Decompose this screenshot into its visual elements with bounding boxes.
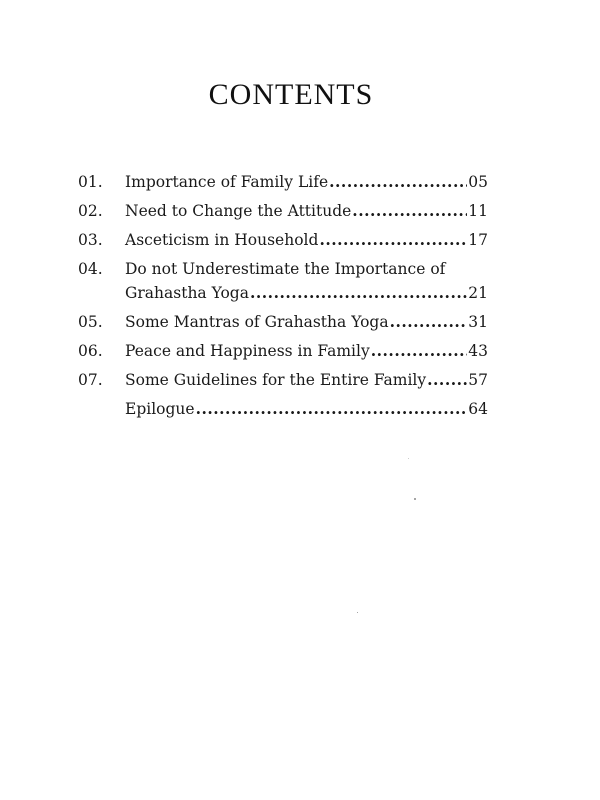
toc-entry-title: Some Mantras of Grahastha Yoga	[125, 313, 389, 331]
toc-entry	[78, 228, 488, 252]
toc-entry-number: 06.	[78, 342, 103, 360]
toc-entry-page: 43	[468, 342, 488, 360]
dot-leader	[390, 310, 468, 334]
toc-entry-title: Need to Change the Attitude	[125, 202, 352, 220]
toc-entry-title: Do not Underestimate the Importance of	[125, 260, 446, 278]
toc-entry	[78, 170, 488, 194]
toc-entry-title: Epilogue	[125, 400, 195, 418]
toc-entry-title: Peace and Happiness in Family	[125, 342, 370, 360]
toc-entry-number: 04.	[78, 260, 103, 278]
toc-entry	[78, 199, 488, 223]
toc-entry	[78, 397, 488, 421]
dot-leader	[196, 397, 468, 421]
toc-entry-number: 01.	[78, 173, 103, 191]
toc-entry-page: 64	[468, 400, 488, 418]
dot-leader	[250, 281, 467, 305]
table-of-contents	[78, 170, 488, 426]
scan-speck	[414, 498, 416, 500]
toc-entry-page: 11	[468, 202, 488, 220]
toc-entry	[78, 339, 488, 363]
toc-entry	[78, 368, 488, 392]
dot-leader	[371, 339, 468, 363]
toc-entry-title: Asceticism in Household	[125, 231, 319, 249]
toc-entry-page: 17	[468, 231, 488, 249]
toc-entry-number: 02.	[78, 202, 103, 220]
toc-entry-number: 07.	[78, 371, 103, 389]
dot-leader	[329, 170, 467, 194]
dot-leader	[319, 228, 467, 252]
scan-speck	[408, 458, 409, 459]
toc-entry-title-continued: Grahastha Yoga	[125, 284, 249, 302]
toc-entry-number: 05.	[78, 313, 103, 331]
dot-leader	[427, 368, 467, 392]
toc-entry-page: 57	[468, 371, 488, 389]
scan-speck	[357, 612, 358, 613]
toc-entry-page: 05	[468, 173, 488, 191]
dot-leader	[352, 199, 467, 223]
toc-entry	[78, 257, 488, 305]
page-title: CONTENTS	[208, 78, 374, 111]
toc-entry-title: Some Guidelines for the Entire Family	[125, 371, 427, 389]
toc-entry-page: 31	[468, 313, 488, 331]
toc-entry	[78, 310, 488, 334]
toc-entry-number: 03.	[78, 231, 103, 249]
toc-entry-title: Importance of Family Life	[125, 173, 329, 191]
toc-entry-page: 21	[468, 284, 488, 302]
